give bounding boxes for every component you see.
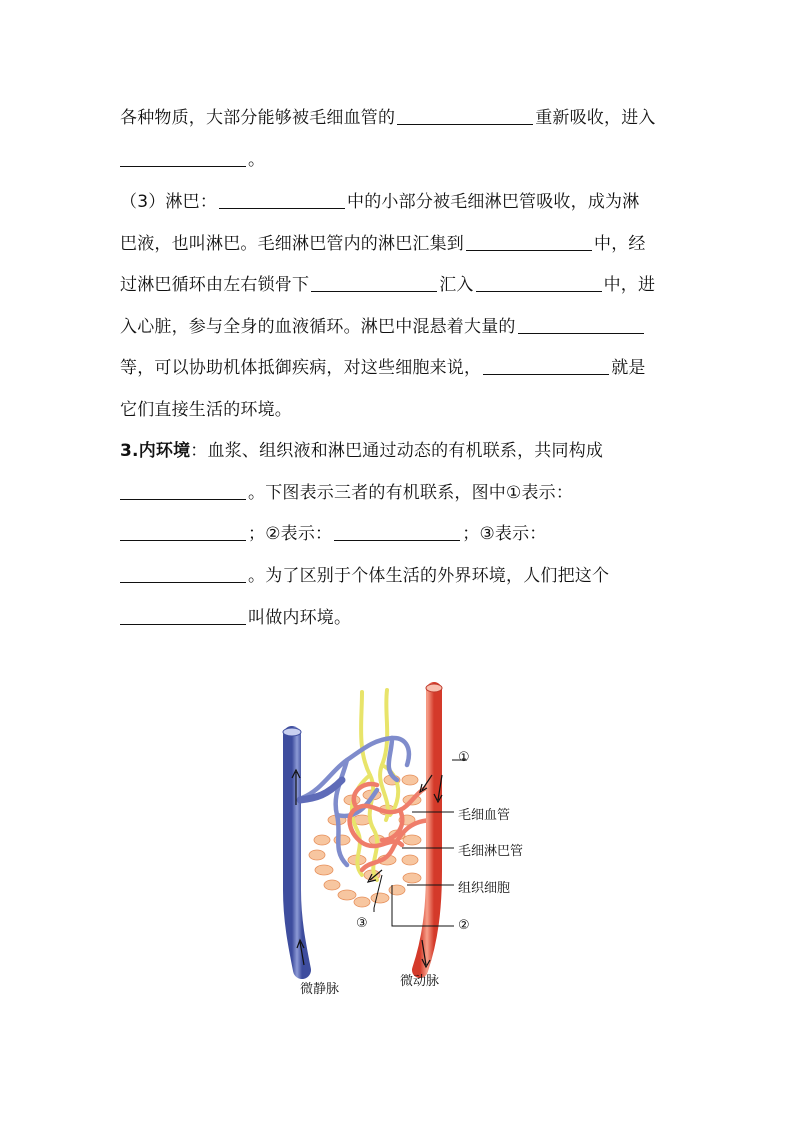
fill-blank[interactable]	[120, 481, 246, 500]
text-line-5	[120, 273, 680, 297]
venule-vessel	[292, 735, 302, 970]
fill-blank[interactable]	[311, 273, 437, 292]
fill-blank[interactable]	[120, 606, 246, 625]
text: 中的小部分被毛细淋巴管吸收，成为淋	[347, 192, 640, 212]
text-line-10	[120, 481, 680, 505]
fill-blank[interactable]	[518, 315, 644, 334]
fill-blank[interactable]	[483, 356, 609, 375]
item-number: 3.	[120, 441, 139, 461]
arteriole-vessel	[420, 690, 434, 970]
text-line-11	[120, 522, 680, 546]
label-capillary: 毛细血管	[458, 808, 511, 823]
text-line-2	[120, 148, 680, 172]
text-line-7	[120, 356, 680, 380]
text: 等，可以协助机体抵御疾病，对这些细胞来说，	[120, 358, 482, 378]
text-line-13	[120, 606, 680, 630]
label-lymph-capillary: 毛细淋巴管	[458, 844, 524, 859]
text: 。下图表示三者的有机联系，图中①表示：	[248, 483, 574, 503]
fill-blank[interactable]	[334, 522, 460, 541]
text-line-8	[120, 398, 680, 422]
label-tissue-cell: 组织细胞	[458, 881, 511, 896]
text: 巴液，也叫淋巴。毛细淋巴管内的淋巴汇集到	[120, 234, 464, 254]
text-line-9	[120, 439, 680, 463]
fill-blank[interactable]	[120, 522, 246, 541]
text-line-1	[120, 106, 680, 130]
text: 。	[248, 150, 266, 170]
text: 重新吸收，进入	[535, 108, 656, 128]
text: 汇入	[439, 275, 474, 295]
text: 就是	[611, 358, 646, 378]
text: 它们直接生活的环境。	[120, 400, 292, 420]
text: 过淋巴循环由左右锁骨下	[120, 275, 310, 295]
fill-blank[interactable]	[397, 106, 533, 125]
text-line-3	[120, 190, 680, 214]
label-circle-1: ①	[458, 750, 470, 765]
text: 中，经	[594, 234, 646, 254]
text-line-6	[120, 315, 680, 339]
fill-blank[interactable]	[120, 564, 246, 583]
fill-blank[interactable]	[120, 148, 246, 167]
label-circle-2: ②	[458, 918, 470, 933]
text: 中，进	[603, 275, 656, 295]
text: 叫做内环境。	[248, 608, 352, 628]
label-circle-3: ③	[356, 916, 368, 931]
fill-blank[interactable]	[476, 273, 602, 292]
text: 入心脏，参与全身的血液循环。淋巴中混悬着大量的	[120, 317, 516, 337]
term-heading: 内环境	[138, 441, 191, 461]
text: ：血浆、组织液和淋巴通过动态的有机联系，共同构成	[190, 441, 604, 461]
label-venule: 微静脉	[300, 982, 340, 997]
text-line-4	[120, 232, 680, 256]
fill-blank[interactable]	[219, 190, 345, 209]
text: 各种物质，大部分能够被毛细血管的	[120, 108, 396, 128]
fill-blank[interactable]	[466, 232, 592, 251]
text: 。为了区别于个体生活的外界环境，人们把这个	[248, 566, 610, 586]
text: ；②表示：	[248, 524, 333, 544]
text-line-12	[120, 564, 680, 588]
section-label: （3）淋巴：	[120, 192, 218, 212]
circulation-diagram	[262, 680, 532, 1000]
text: ；③表示：	[462, 524, 547, 544]
label-arteriole: 微动脉	[400, 974, 440, 989]
